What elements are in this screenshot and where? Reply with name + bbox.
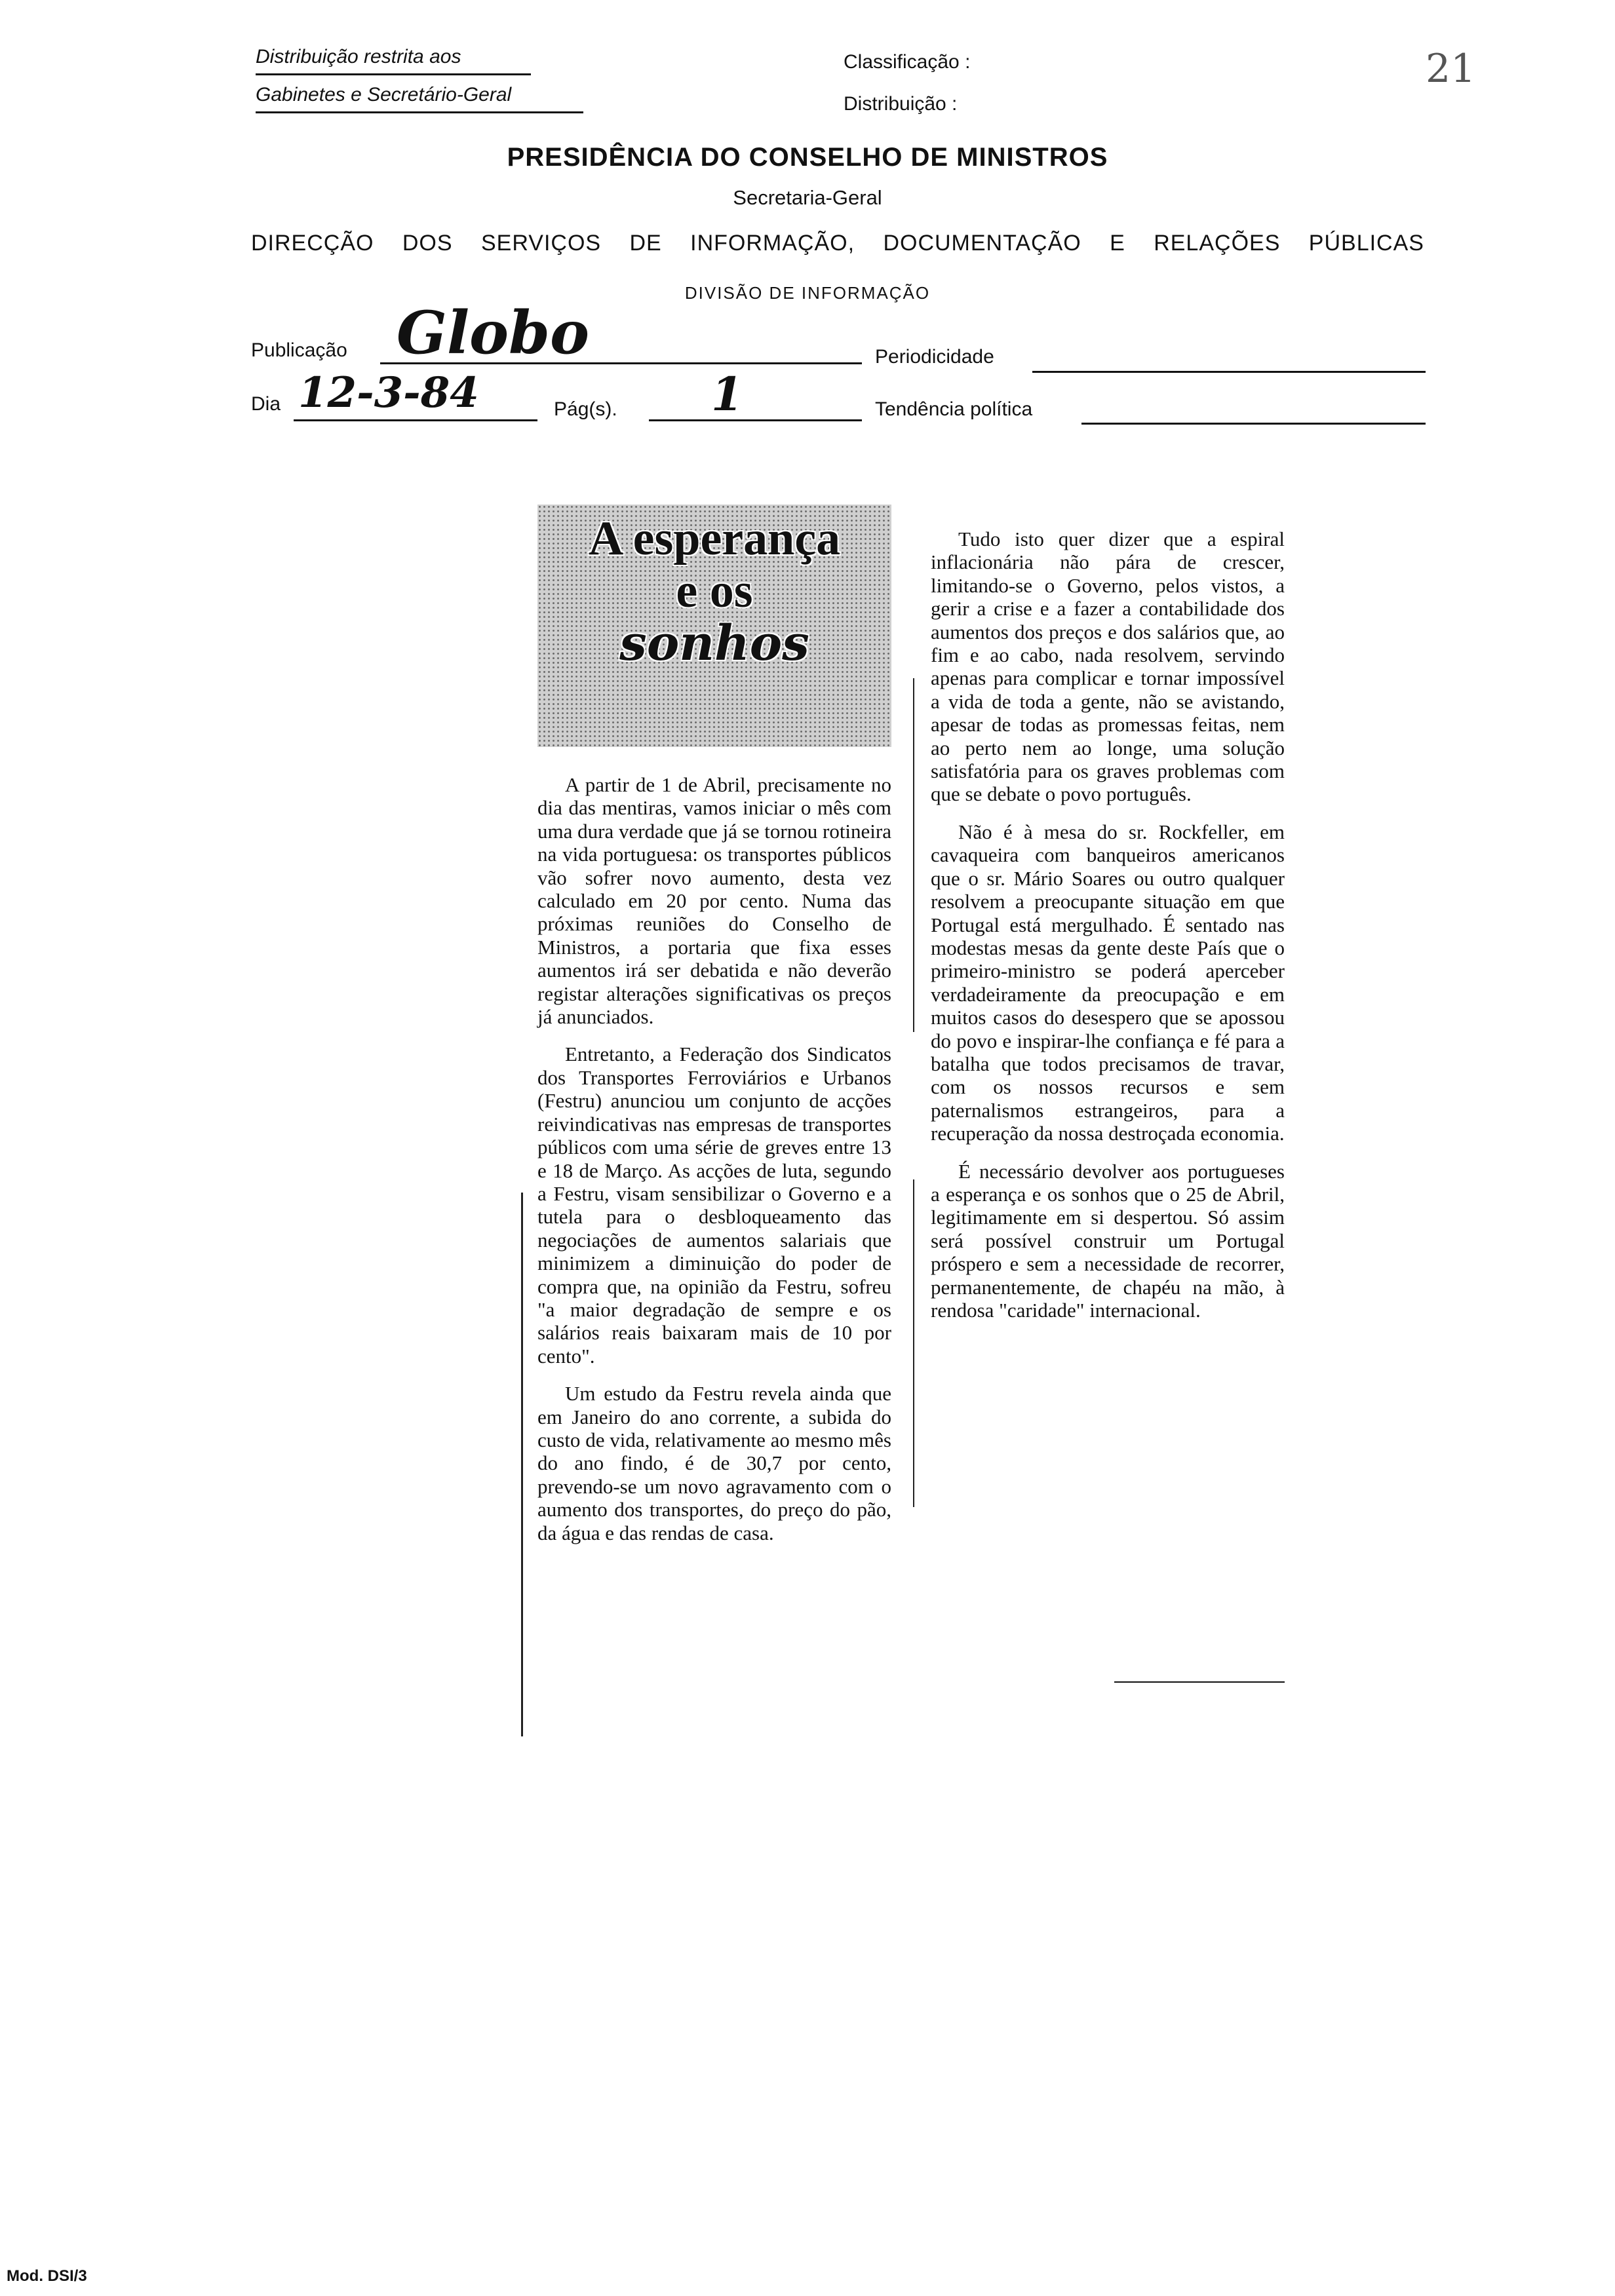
direccao-word: PÚBLICAS [1308, 231, 1424, 256]
restricted-distribution-line1: Distribuição restrita aos [256, 46, 461, 67]
headline-line-3: sonhos [619, 615, 809, 672]
publication-label: Publicação [251, 339, 347, 361]
day-label: Dia [251, 393, 281, 415]
column-divider [913, 1179, 914, 1507]
political-tendency-label: Tendência política [875, 398, 1033, 420]
direccao-word: DIRECÇÃO [251, 231, 374, 256]
direccao-word: SERVIÇOS [480, 231, 602, 256]
direccao-word: RELAÇÕES [1154, 231, 1281, 256]
direccao-word: DOCUMENTAÇÃO [883, 231, 1081, 256]
pages-label: Pág(s). [554, 398, 617, 420]
political-tendency-field-line [1081, 423, 1426, 425]
article-paragraph: Entretanto, a Federação dos Sindicatos dos Transportes Ferroviários e Urbanos (Festru) anunciou um conjunto de acções reivindicativas nas empresas de transportes públicos com uma série de greves entre 13 e 18 de Março. As acções de luta, segundo a Festru, visam sensibilizar o Governo e a tutela para o desbloqueamento das negociações de aumentos salariais que minimizem a diminuição do poder de compra que, na opinião da Festru, sofreu "a maior degradação de sempre e os salários reais baixaram mais de 10 por cento". [537, 1043, 891, 1368]
pages-value: 1 [711, 367, 743, 421]
division-label: DIVISÃO DE INFORMAÇÃO [684, 283, 931, 303]
direccao-word: DOS [402, 231, 453, 256]
form-code: Mod. DSI/3 [7, 2267, 87, 2285]
handwritten-page-mark: 21 [1426, 46, 1476, 92]
page-title: PRESIDÊNCIA DO CONSELHO DE MINISTROS [507, 143, 1108, 172]
article-headline [537, 512, 891, 670]
classification-label: Classificação : [844, 51, 971, 73]
article-paragraph: É necessário devolver aos portugueses a esperança e os sonhos que o 25 de Abril, legitimamente em si despertou. Só assim será possível construir um Portugal próspero e sem a necessidade de recorrer, permanentemente, de chapéu na mão, à rendosa "caridade" internacional. [931, 1159, 1285, 1322]
article-column-right [931, 527, 1285, 1336]
direccao-word: E [1110, 231, 1125, 256]
article-paragraph: Tudo isto quer dizer que a espiral inflacionária não pára de crescer, limitando-se o Governo, pelos vistos, a gerir a crise e a fazer a contabilidade dos aumentos dos preços e dos salários que, ao fim e ao cabo, nada resolvem, servindo apenas para complicar e tornar impossível a vida de toda a gente, não se avistando, apesar de todas as promessas feitas, nem ao perto nem ao longe, uma solução satisfatória para os graves problemas com que se debate o povo português. [931, 527, 1285, 806]
periodicity-label: Periodicidade [875, 346, 994, 368]
restricted-distribution-line2: Gabinetes e Secretário-Geral [256, 84, 512, 105]
headline-line-1: A esperança [588, 512, 841, 565]
day-value: 12-3-84 [298, 368, 479, 417]
article-end-rule [1114, 1681, 1285, 1683]
periodicity-field-line [1032, 371, 1426, 373]
article-paragraph: Não é à mesa do sr. Rockfeller, em cavaqueira com banqueiros americanos que o sr. Mário Soares ou outro qualquer resolvem a preocupante situação em que Portugal está mergulhado. É sentado nas modestas mesas da gente deste País que o primeiro-ministro se poderá aperceber verdadeiramente da preocupação e em muitos casos do desespero que se apossou do povo e inspirar-lhe confiança e fé para a batalha que todos precisamos de travar, com os nossos recursos e sem paternalismos estrangeiros, para a recuperação da nossa destroçada economia. [931, 820, 1285, 1145]
page-subtitle: Secretaria-Geral [733, 186, 882, 209]
pages-field-line [649, 419, 862, 421]
article-column-left [537, 773, 891, 1559]
day-field-line [294, 419, 537, 421]
restricted-underline-1 [256, 73, 531, 75]
distribution-label: Distribuição : [844, 93, 958, 115]
direccao-word: INFORMAÇÃO, [690, 231, 855, 256]
restricted-underline-2 [256, 111, 583, 113]
left-margin-rule [521, 1193, 523, 1736]
publication-value: Globo [397, 298, 590, 368]
column-divider [913, 678, 914, 1032]
headline-line-2: e os [676, 564, 753, 618]
article-paragraph: A partir de 1 de Abril, precisamente no dia das mentiras, vamos iniciar o mês com uma dura verdade que já se tornou rotineira na vida portuguesa: os transportes públicos vão sofrer novo aumento, desta vez calculado em 20 por cento. Numa das próximas reuniões do Conselho de Ministros, a portaria que fixa esses aumentos irá ser debatida e não deverão registar alterações significativas os preços já anunciados. [537, 773, 891, 1029]
article-paragraph: Um estudo da Festru revela ainda que em Janeiro do ano corrente, a subida do custo de vida, relativamente ao mesmo mês do ano findo, é de 30,7 por cento, prevendo-se um novo agravamento com o aumento dos transportes, do preço do pão, da água e das rendas de casa. [537, 1382, 891, 1544]
direccao-line [251, 231, 1424, 256]
direccao-word: DE [629, 231, 662, 256]
